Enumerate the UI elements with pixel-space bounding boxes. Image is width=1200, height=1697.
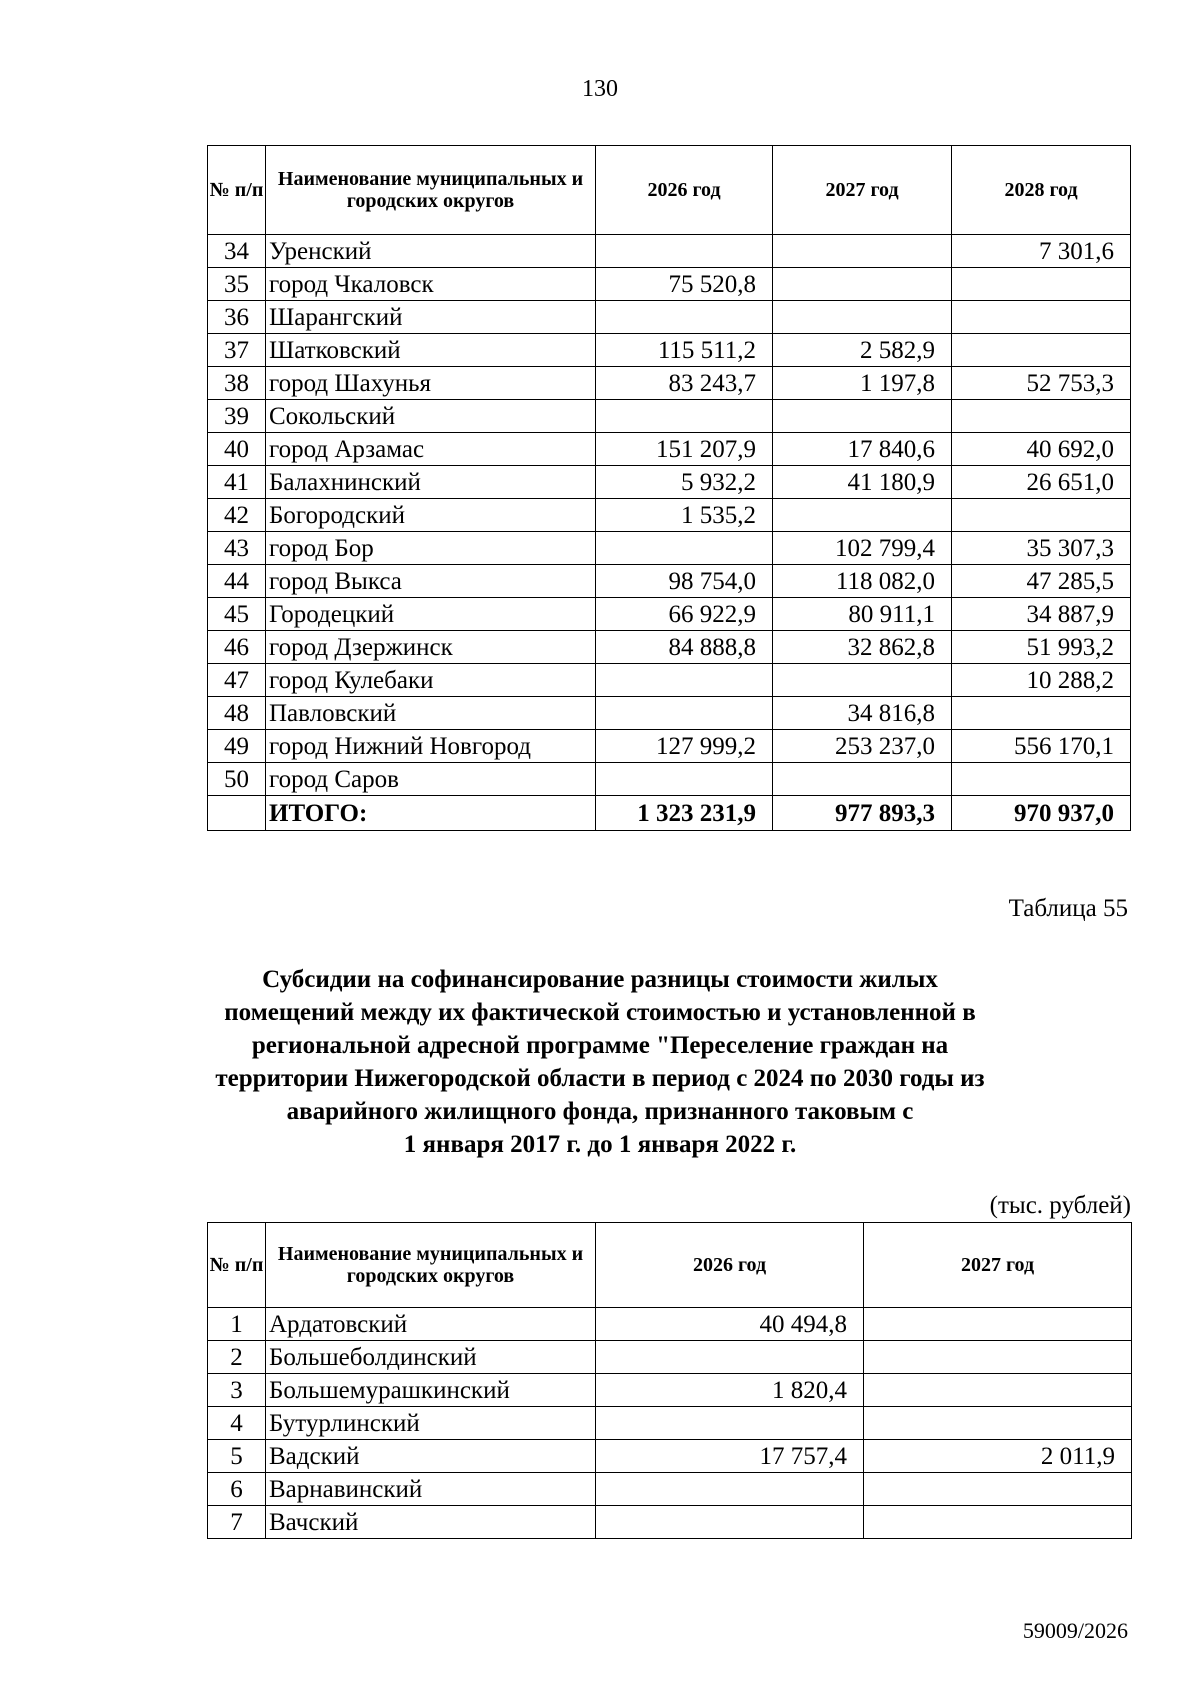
title-line: Субсидии на софинансирование разницы стоимости жилых bbox=[262, 966, 938, 993]
district-name: Вадский bbox=[266, 1440, 596, 1473]
table-row bbox=[208, 400, 1131, 433]
header-2027: 2027 год bbox=[864, 1223, 1132, 1308]
row-number: 34 bbox=[208, 235, 266, 268]
title-line: 1 января 2017 г. до 1 января 2022 г. bbox=[403, 1131, 797, 1158]
document-code: 59009/2026 bbox=[1022, 1618, 1128, 1643]
value-2028 bbox=[952, 499, 1131, 532]
row-number: 38 bbox=[208, 367, 266, 400]
district-name: город Бор bbox=[266, 532, 596, 565]
header-number: № п/п bbox=[208, 1223, 266, 1308]
value-2026 bbox=[596, 301, 773, 334]
value-2027: 32 862,8 bbox=[773, 631, 952, 664]
row-number: 41 bbox=[208, 466, 266, 499]
title-line: территории Нижегородской области в период с 2024 по 2030 годы из bbox=[215, 1065, 985, 1092]
row-number: 40 bbox=[208, 433, 266, 466]
table-header-row bbox=[208, 1223, 1132, 1308]
value-2028 bbox=[952, 763, 1131, 796]
value-2026: 75 520,8 bbox=[596, 268, 773, 301]
value-2028: 40 692,0 bbox=[952, 433, 1131, 466]
row-number: 46 bbox=[208, 631, 266, 664]
value-2027: 17 840,6 bbox=[773, 433, 952, 466]
value-2026 bbox=[596, 1473, 864, 1506]
value-2027: 2 011,9 bbox=[864, 1440, 1132, 1473]
value-2028: 47 285,5 bbox=[952, 565, 1131, 598]
value-2027 bbox=[773, 664, 952, 697]
value-2027: 118 082,0 bbox=[773, 565, 952, 598]
value-2027 bbox=[864, 1506, 1132, 1539]
value-2027 bbox=[864, 1473, 1132, 1506]
section-title bbox=[0, 963, 1200, 1161]
value-2028: 34 887,9 bbox=[952, 598, 1131, 631]
district-name: Бутурлинский bbox=[266, 1407, 596, 1440]
table-row bbox=[208, 565, 1131, 598]
value-2027 bbox=[864, 1407, 1132, 1440]
value-2026: 40 494,8 bbox=[596, 1308, 864, 1341]
value-2026: 84 888,8 bbox=[596, 631, 773, 664]
header-district-name: Наименование муниципальных и городских округов bbox=[266, 1223, 596, 1308]
header-2026: 2026 год bbox=[596, 146, 773, 235]
value-2028: 26 651,0 bbox=[952, 466, 1131, 499]
title-line: помещений между их фактической стоимостью и установленной в bbox=[224, 999, 976, 1026]
district-name: Богородский bbox=[266, 499, 596, 532]
row-number: 2 bbox=[208, 1341, 266, 1374]
value-2027 bbox=[864, 1341, 1132, 1374]
district-name: Городецкий bbox=[266, 598, 596, 631]
table-label: Таблица 55 bbox=[1008, 895, 1128, 922]
district-name: город Нижний Новгород bbox=[266, 730, 596, 763]
value-2027: 1 197,8 bbox=[773, 367, 952, 400]
value-2026: 1 820,4 bbox=[596, 1374, 864, 1407]
district-name: Шарангский bbox=[266, 301, 596, 334]
table-row bbox=[208, 334, 1131, 367]
table-row bbox=[208, 697, 1131, 730]
table-row bbox=[208, 301, 1131, 334]
district-name: Вачский bbox=[266, 1506, 596, 1539]
row-number: 44 bbox=[208, 565, 266, 598]
district-name: город Арзамас bbox=[266, 433, 596, 466]
district-name: город Выкса bbox=[266, 565, 596, 598]
value-2027 bbox=[773, 499, 952, 532]
value-2028 bbox=[952, 334, 1131, 367]
value-2028 bbox=[952, 301, 1131, 334]
table-row bbox=[208, 499, 1131, 532]
value-2026: 115 511,2 bbox=[596, 334, 773, 367]
value-2027 bbox=[773, 235, 952, 268]
value-2026: 127 999,2 bbox=[596, 730, 773, 763]
table-row bbox=[208, 466, 1131, 499]
value-2027 bbox=[773, 268, 952, 301]
value-2027 bbox=[864, 1308, 1132, 1341]
row-number: 5 bbox=[208, 1440, 266, 1473]
total-2028: 970 937,0 bbox=[952, 796, 1131, 831]
page-number: 130 bbox=[582, 76, 618, 102]
row-number: 42 bbox=[208, 499, 266, 532]
row-number: 50 bbox=[208, 763, 266, 796]
title-line: региональной адресной программе "Переселение граждан на bbox=[251, 1032, 949, 1059]
table-row bbox=[208, 664, 1131, 697]
district-name: Уренский bbox=[266, 235, 596, 268]
district-name: город Кулебаки bbox=[266, 664, 596, 697]
value-2028 bbox=[952, 697, 1131, 730]
value-2028: 10 288,2 bbox=[952, 664, 1131, 697]
district-name: Шатковский bbox=[266, 334, 596, 367]
row-number: 1 bbox=[208, 1308, 266, 1341]
value-2028: 556 170,1 bbox=[952, 730, 1131, 763]
title-line: аварийного жилищного фонда, признанного таковым с bbox=[286, 1098, 914, 1125]
row-number: 43 bbox=[208, 532, 266, 565]
value-2027: 253 237,0 bbox=[773, 730, 952, 763]
district-name: Ардатовский bbox=[266, 1308, 596, 1341]
table-row bbox=[208, 730, 1131, 763]
district-name: Павловский bbox=[266, 697, 596, 730]
value-2028 bbox=[952, 268, 1131, 301]
row-number: 49 bbox=[208, 730, 266, 763]
value-2027 bbox=[773, 301, 952, 334]
district-name: город Дзержинск bbox=[266, 631, 596, 664]
district-name: Большеболдинский bbox=[266, 1341, 596, 1374]
value-2026 bbox=[596, 532, 773, 565]
subsidy-table-1 bbox=[207, 145, 1131, 831]
district-name: Сокольский bbox=[266, 400, 596, 433]
value-2026 bbox=[596, 400, 773, 433]
value-2026 bbox=[596, 1506, 864, 1539]
district-name: город Чкаловск bbox=[266, 268, 596, 301]
row-number: 48 bbox=[208, 697, 266, 730]
header-2026: 2026 год bbox=[596, 1223, 864, 1308]
table-row bbox=[208, 1473, 1132, 1506]
header-2027: 2027 год bbox=[773, 146, 952, 235]
row-number: 39 bbox=[208, 400, 266, 433]
value-2026 bbox=[596, 235, 773, 268]
table-row bbox=[208, 433, 1131, 466]
value-2028: 52 753,3 bbox=[952, 367, 1131, 400]
row-number: 6 bbox=[208, 1473, 266, 1506]
row-number: 7 bbox=[208, 1506, 266, 1539]
row-number: 35 bbox=[208, 268, 266, 301]
table-total-row bbox=[208, 796, 1131, 831]
header-district-name: Наименование муниципальных и городских округов bbox=[266, 146, 596, 235]
district-name: Большемурашкинский bbox=[266, 1374, 596, 1407]
value-2026 bbox=[596, 697, 773, 730]
table-row bbox=[208, 1374, 1132, 1407]
row-number: 45 bbox=[208, 598, 266, 631]
value-2026 bbox=[596, 1407, 864, 1440]
value-2027 bbox=[773, 763, 952, 796]
value-2026 bbox=[596, 1341, 864, 1374]
row-number: 37 bbox=[208, 334, 266, 367]
table-row bbox=[208, 763, 1131, 796]
table-row bbox=[208, 1308, 1132, 1341]
value-2026: 83 243,7 bbox=[596, 367, 773, 400]
value-2026: 17 757,4 bbox=[596, 1440, 864, 1473]
total-2026: 1 323 231,9 bbox=[596, 796, 773, 831]
table-row bbox=[208, 1440, 1132, 1473]
subsidy-table-2 bbox=[207, 1222, 1132, 1539]
value-2026: 66 922,9 bbox=[596, 598, 773, 631]
table-row bbox=[208, 598, 1131, 631]
row-number: 4 bbox=[208, 1407, 266, 1440]
table-row bbox=[208, 235, 1131, 268]
district-name: город Саров bbox=[266, 763, 596, 796]
table-row bbox=[208, 1341, 1132, 1374]
value-2026 bbox=[596, 763, 773, 796]
table-row bbox=[208, 532, 1131, 565]
district-name: город Шахунья bbox=[266, 367, 596, 400]
total-number bbox=[208, 796, 266, 831]
district-name: Варнавинский bbox=[266, 1473, 596, 1506]
value-2027 bbox=[864, 1374, 1132, 1407]
value-2027 bbox=[773, 400, 952, 433]
table-header-row bbox=[208, 146, 1131, 235]
value-2026: 5 932,2 bbox=[596, 466, 773, 499]
table-row bbox=[208, 1506, 1132, 1539]
total-label: ИТОГО: bbox=[266, 796, 596, 831]
table-row bbox=[208, 268, 1131, 301]
table-row bbox=[208, 367, 1131, 400]
value-2028: 35 307,3 bbox=[952, 532, 1131, 565]
value-2026 bbox=[596, 664, 773, 697]
value-2027: 34 816,8 bbox=[773, 697, 952, 730]
district-name: Балахнинский bbox=[266, 466, 596, 499]
units-label: (тыс. рублей) bbox=[989, 1192, 1131, 1219]
value-2028: 7 301,6 bbox=[952, 235, 1131, 268]
row-number: 3 bbox=[208, 1374, 266, 1407]
value-2027: 80 911,1 bbox=[773, 598, 952, 631]
value-2026: 1 535,2 bbox=[596, 499, 773, 532]
total-2027: 977 893,3 bbox=[773, 796, 952, 831]
value-2026: 151 207,9 bbox=[596, 433, 773, 466]
value-2027: 41 180,9 bbox=[773, 466, 952, 499]
header-2028: 2028 год bbox=[952, 146, 1131, 235]
row-number: 36 bbox=[208, 301, 266, 334]
value-2027: 2 582,9 bbox=[773, 334, 952, 367]
header-number: № п/п bbox=[208, 146, 266, 235]
value-2027: 102 799,4 bbox=[773, 532, 952, 565]
value-2028: 51 993,2 bbox=[952, 631, 1131, 664]
row-number: 47 bbox=[208, 664, 266, 697]
table-row bbox=[208, 1407, 1132, 1440]
value-2026: 98 754,0 bbox=[596, 565, 773, 598]
table-row bbox=[208, 631, 1131, 664]
value-2028 bbox=[952, 400, 1131, 433]
